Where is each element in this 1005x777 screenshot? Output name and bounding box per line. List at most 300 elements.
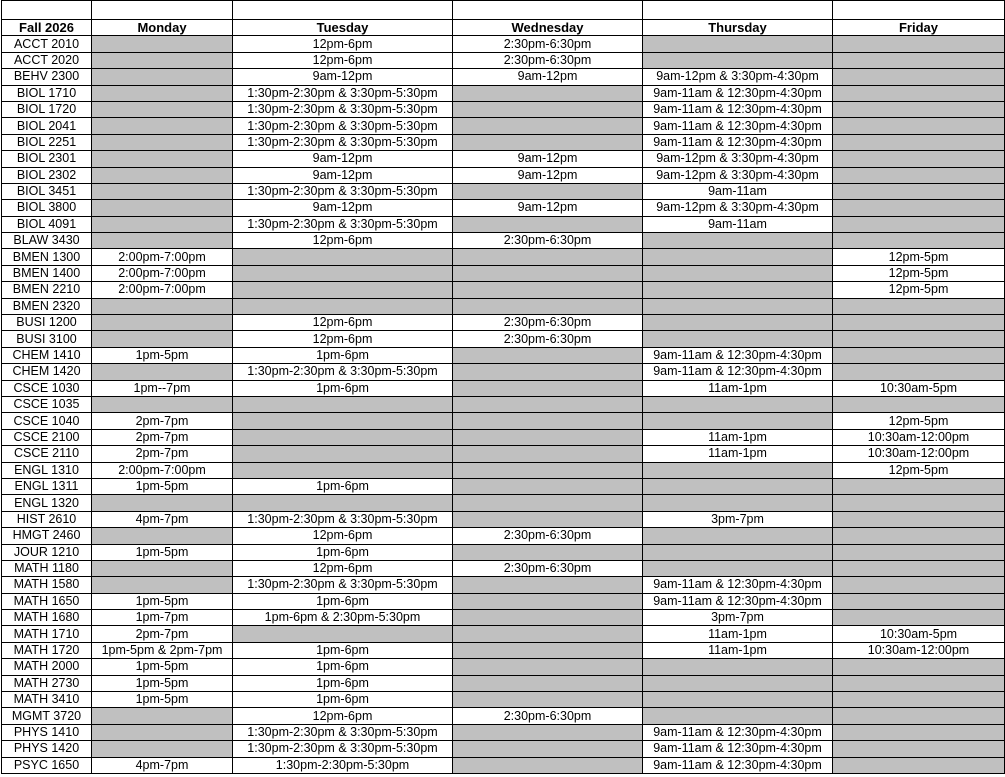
day-cell-monday: 1pm-5pm	[92, 659, 233, 675]
day-cell-friday	[833, 741, 1005, 757]
day-cell-monday	[92, 151, 233, 167]
day-cell-monday	[92, 331, 233, 347]
table-row	[2, 347, 1005, 363]
day-cell-friday: 10:30am-12:00pm	[833, 429, 1005, 445]
course-code-cell: MATH 2730	[2, 675, 92, 691]
day-cell-tuesday: 9am-12pm	[233, 167, 453, 183]
day-cell-monday	[92, 708, 233, 724]
day-cell-monday: 1pm-7pm	[92, 610, 233, 626]
day-cell-wednesday	[453, 249, 643, 265]
day-cell-thursday	[643, 692, 833, 708]
day-cell-friday: 12pm-5pm	[833, 462, 1005, 478]
day-cell-wednesday: 9am-12pm	[453, 167, 643, 183]
day-cell-monday	[92, 101, 233, 117]
day-cell-thursday	[643, 52, 833, 68]
day-cell-monday	[92, 118, 233, 134]
day-cell-wednesday	[453, 429, 643, 445]
day-cell-wednesday	[453, 511, 643, 527]
day-cell-monday	[92, 183, 233, 199]
course-code-cell: BMEN 2320	[2, 298, 92, 314]
day-cell-wednesday	[453, 692, 643, 708]
day-cell-monday: 2:00pm-7:00pm	[92, 249, 233, 265]
day-cell-thursday	[643, 544, 833, 560]
day-cell-wednesday	[453, 675, 643, 691]
day-cell-monday: 1pm-5pm	[92, 675, 233, 691]
day-cell-wednesday: 2:30pm-6:30pm	[453, 528, 643, 544]
day-cell-thursday	[643, 478, 833, 494]
day-cell-tuesday	[233, 626, 453, 642]
day-cell-monday	[92, 577, 233, 593]
course-code-cell: CHEM 1420	[2, 364, 92, 380]
course-code-cell: PHYS 1410	[2, 724, 92, 740]
day-cell-wednesday	[453, 396, 643, 412]
day-cell-monday	[92, 528, 233, 544]
day-cell-wednesday	[453, 134, 643, 150]
day-cell-tuesday: 1:30pm-2:30pm & 3:30pm-5:30pm	[233, 577, 453, 593]
day-cell-monday	[92, 741, 233, 757]
day-cell-monday: 2pm-7pm	[92, 626, 233, 642]
course-code-cell: ACCT 2020	[2, 52, 92, 68]
day-cell-thursday: 9am-11am & 12:30pm-4:30pm	[643, 101, 833, 117]
table-row	[2, 642, 1005, 658]
course-code-cell: CHEM 1410	[2, 347, 92, 363]
day-cell-tuesday: 1pm-6pm	[233, 642, 453, 658]
day-cell-friday	[833, 364, 1005, 380]
day-cell-friday: 12pm-5pm	[833, 413, 1005, 429]
day-cell-tuesday: 12pm-6pm	[233, 528, 453, 544]
table-row	[2, 741, 1005, 757]
blank-cell	[233, 1, 453, 20]
table-row	[2, 216, 1005, 232]
day-cell-wednesday	[453, 446, 643, 462]
course-code-cell: BEHV 2300	[2, 69, 92, 85]
day-cell-tuesday	[233, 446, 453, 462]
day-cell-tuesday: 9am-12pm	[233, 69, 453, 85]
day-cell-wednesday	[453, 183, 643, 199]
day-cell-monday	[92, 364, 233, 380]
day-cell-wednesday	[453, 282, 643, 298]
day-cell-tuesday: 1pm-6pm	[233, 659, 453, 675]
day-cell-wednesday: 9am-12pm	[453, 151, 643, 167]
course-code-cell: ENGL 1311	[2, 478, 92, 494]
day-cell-monday	[92, 69, 233, 85]
day-cell-friday	[833, 118, 1005, 134]
day-cell-wednesday	[453, 642, 643, 658]
table-row	[2, 675, 1005, 691]
day-cell-tuesday: 12pm-6pm	[233, 36, 453, 52]
day-cell-wednesday	[453, 724, 643, 740]
course-code-cell: MATH 1180	[2, 560, 92, 576]
course-code-cell: ENGL 1320	[2, 495, 92, 511]
day-cell-wednesday	[453, 462, 643, 478]
day-cell-friday	[833, 85, 1005, 101]
course-code-cell: CSCE 2110	[2, 446, 92, 462]
day-cell-monday	[92, 167, 233, 183]
table-row	[2, 478, 1005, 494]
day-cell-thursday: 11am-1pm	[643, 642, 833, 658]
table-row	[2, 380, 1005, 396]
day-cell-tuesday: 12pm-6pm	[233, 233, 453, 249]
day-cell-wednesday	[453, 626, 643, 642]
day-cell-thursday: 9am-12pm & 3:30pm-4:30pm	[643, 69, 833, 85]
day-cell-thursday: 3pm-7pm	[643, 511, 833, 527]
day-cell-tuesday: 12pm-6pm	[233, 52, 453, 68]
course-code-cell: BIOL 2251	[2, 134, 92, 150]
day-cell-tuesday: 1pm-6pm	[233, 347, 453, 363]
course-code-cell: MATH 1680	[2, 610, 92, 626]
day-cell-tuesday: 1:30pm-2:30pm & 3:30pm-5:30pm	[233, 741, 453, 757]
day-cell-friday	[833, 347, 1005, 363]
course-code-cell: CSCE 2100	[2, 429, 92, 445]
day-cell-tuesday	[233, 495, 453, 511]
table-row	[2, 298, 1005, 314]
course-code-cell: BIOL 1710	[2, 85, 92, 101]
course-code-cell: HIST 2610	[2, 511, 92, 527]
day-cell-friday	[833, 511, 1005, 527]
day-cell-thursday: 9am-11am & 12:30pm-4:30pm	[643, 577, 833, 593]
day-cell-thursday	[643, 282, 833, 298]
day-cell-friday	[833, 528, 1005, 544]
table-row	[2, 495, 1005, 511]
day-cell-tuesday	[233, 265, 453, 281]
course-code-cell: MATH 2000	[2, 659, 92, 675]
course-code-cell: PHYS 1420	[2, 741, 92, 757]
day-cell-thursday	[643, 396, 833, 412]
day-cell-friday	[833, 495, 1005, 511]
day-cell-tuesday: 1pm-6pm	[233, 675, 453, 691]
day-cell-wednesday	[453, 495, 643, 511]
course-code-cell: MATH 3410	[2, 692, 92, 708]
day-cell-tuesday: 1:30pm-2:30pm & 3:30pm-5:30pm	[233, 183, 453, 199]
day-cell-wednesday: 9am-12pm	[453, 69, 643, 85]
day-cell-monday: 4pm-7pm	[92, 511, 233, 527]
day-cell-wednesday	[453, 216, 643, 232]
day-cell-friday	[833, 560, 1005, 576]
day-cell-thursday: 9am-11am	[643, 216, 833, 232]
day-cell-wednesday: 2:30pm-6:30pm	[453, 708, 643, 724]
course-code-cell: BIOL 1720	[2, 101, 92, 117]
header-row	[2, 20, 1005, 36]
day-cell-friday	[833, 331, 1005, 347]
day-cell-thursday	[643, 413, 833, 429]
term-header: Fall 2026	[2, 20, 92, 36]
table-row	[2, 134, 1005, 150]
day-cell-monday	[92, 315, 233, 331]
day-cell-thursday	[643, 560, 833, 576]
table-row	[2, 396, 1005, 412]
day-cell-friday	[833, 233, 1005, 249]
blank-row	[2, 1, 1005, 20]
day-cell-tuesday: 12pm-6pm	[233, 560, 453, 576]
blank-cell	[2, 1, 92, 20]
day-cell-thursday: 9am-11am & 12:30pm-4:30pm	[643, 364, 833, 380]
day-cell-thursday: 9am-11am & 12:30pm-4:30pm	[643, 118, 833, 134]
day-cell-wednesday: 2:30pm-6:30pm	[453, 315, 643, 331]
course-code-cell: MATH 1710	[2, 626, 92, 642]
day-cell-thursday: 9am-12pm & 3:30pm-4:30pm	[643, 167, 833, 183]
table-row	[2, 544, 1005, 560]
day-cell-friday	[833, 69, 1005, 85]
day-cell-thursday: 9am-12pm & 3:30pm-4:30pm	[643, 151, 833, 167]
day-cell-tuesday: 1pm-6pm	[233, 593, 453, 609]
table-row	[2, 167, 1005, 183]
blank-cell	[643, 1, 833, 20]
day-cell-thursday: 9am-11am & 12:30pm-4:30pm	[643, 347, 833, 363]
day-cell-thursday	[643, 298, 833, 314]
day-cell-tuesday: 1pm-6pm	[233, 692, 453, 708]
day-cell-friday	[833, 478, 1005, 494]
day-cell-wednesday	[453, 298, 643, 314]
table-row	[2, 315, 1005, 331]
day-cell-thursday	[643, 675, 833, 691]
table-row	[2, 151, 1005, 167]
day-cell-friday	[833, 167, 1005, 183]
table-row	[2, 265, 1005, 281]
table-row	[2, 85, 1005, 101]
day-cell-monday	[92, 495, 233, 511]
day-cell-thursday: 9am-11am & 12:30pm-4:30pm	[643, 724, 833, 740]
day-cell-friday	[833, 610, 1005, 626]
day-cell-monday: 1pm-5pm & 2pm-7pm	[92, 642, 233, 658]
day-cell-thursday	[643, 265, 833, 281]
day-cell-monday	[92, 724, 233, 740]
course-code-cell: BIOL 4091	[2, 216, 92, 232]
course-code-cell: JOUR 1210	[2, 544, 92, 560]
day-cell-thursday	[643, 249, 833, 265]
day-cell-tuesday: 1pm-6pm	[233, 478, 453, 494]
table-row	[2, 511, 1005, 527]
course-code-cell: BUSI 3100	[2, 331, 92, 347]
day-cell-monday: 2pm-7pm	[92, 429, 233, 445]
day-cell-thursday	[643, 708, 833, 724]
day-cell-thursday: 9am-11am & 12:30pm-4:30pm	[643, 593, 833, 609]
course-code-cell: BIOL 2302	[2, 167, 92, 183]
day-cell-monday	[92, 216, 233, 232]
table-row	[2, 610, 1005, 626]
day-cell-friday	[833, 544, 1005, 560]
day-cell-wednesday	[453, 577, 643, 593]
day-cell-thursday	[643, 462, 833, 478]
course-code-cell: ENGL 1310	[2, 462, 92, 478]
day-cell-friday	[833, 134, 1005, 150]
day-cell-tuesday	[233, 298, 453, 314]
day-cell-wednesday: 2:30pm-6:30pm	[453, 233, 643, 249]
day-cell-wednesday	[453, 85, 643, 101]
day-cell-tuesday: 1:30pm-2:30pm & 3:30pm-5:30pm	[233, 724, 453, 740]
day-cell-friday	[833, 183, 1005, 199]
day-cell-monday	[92, 298, 233, 314]
day-header-friday: Friday	[833, 20, 1005, 36]
course-code-cell: MATH 1650	[2, 593, 92, 609]
day-cell-monday: 1pm-5pm	[92, 692, 233, 708]
day-cell-wednesday: 9am-12pm	[453, 200, 643, 216]
day-cell-tuesday: 1pm-6pm	[233, 544, 453, 560]
course-code-cell: BMEN 1400	[2, 265, 92, 281]
course-code-cell: HMGT 2460	[2, 528, 92, 544]
course-code-cell: BLAW 3430	[2, 233, 92, 249]
day-cell-friday: 10:30am-12:00pm	[833, 642, 1005, 658]
day-cell-thursday: 11am-1pm	[643, 429, 833, 445]
day-cell-friday	[833, 724, 1005, 740]
day-header-wednesday: Wednesday	[453, 20, 643, 36]
course-code-cell: CSCE 1030	[2, 380, 92, 396]
day-cell-thursday: 9am-11am & 12:30pm-4:30pm	[643, 85, 833, 101]
table-row	[2, 462, 1005, 478]
day-cell-wednesday	[453, 757, 643, 773]
day-cell-monday	[92, 85, 233, 101]
day-cell-wednesday	[453, 380, 643, 396]
table-row	[2, 233, 1005, 249]
day-cell-friday	[833, 298, 1005, 314]
day-cell-monday: 1pm-5pm	[92, 478, 233, 494]
day-cell-friday: 10:30am-12:00pm	[833, 446, 1005, 462]
table-row	[2, 118, 1005, 134]
day-cell-monday	[92, 200, 233, 216]
day-cell-friday	[833, 52, 1005, 68]
day-cell-tuesday: 12pm-6pm	[233, 708, 453, 724]
day-cell-tuesday: 9am-12pm	[233, 151, 453, 167]
day-cell-friday	[833, 593, 1005, 609]
day-cell-thursday	[643, 528, 833, 544]
course-code-cell: BUSI 1200	[2, 315, 92, 331]
table-row	[2, 249, 1005, 265]
day-cell-wednesday	[453, 364, 643, 380]
schedule-table	[1, 0, 1005, 774]
day-cell-thursday: 9am-11am & 12:30pm-4:30pm	[643, 134, 833, 150]
day-cell-monday	[92, 52, 233, 68]
day-cell-tuesday: 1:30pm-2:30pm-5:30pm	[233, 757, 453, 773]
day-cell-wednesday	[453, 544, 643, 560]
blank-cell	[833, 1, 1005, 20]
day-cell-friday: 10:30am-5pm	[833, 626, 1005, 642]
day-cell-thursday: 11am-1pm	[643, 446, 833, 462]
day-cell-monday: 2:00pm-7:00pm	[92, 282, 233, 298]
day-cell-wednesday: 2:30pm-6:30pm	[453, 560, 643, 576]
day-cell-thursday: 9am-11am & 12:30pm-4:30pm	[643, 741, 833, 757]
day-cell-friday	[833, 216, 1005, 232]
course-code-cell: BIOL 3800	[2, 200, 92, 216]
table-row	[2, 724, 1005, 740]
table-row	[2, 659, 1005, 675]
course-code-cell: BIOL 2041	[2, 118, 92, 134]
day-cell-thursday	[643, 233, 833, 249]
course-code-cell: CSCE 1035	[2, 396, 92, 412]
day-cell-tuesday: 1pm-6pm	[233, 380, 453, 396]
day-cell-thursday: 9am-11am	[643, 183, 833, 199]
day-cell-friday	[833, 757, 1005, 773]
day-cell-wednesday	[453, 413, 643, 429]
day-cell-monday: 2pm-7pm	[92, 413, 233, 429]
table-row	[2, 593, 1005, 609]
day-cell-thursday: 11am-1pm	[643, 626, 833, 642]
day-cell-thursday: 11am-1pm	[643, 380, 833, 396]
day-cell-friday	[833, 659, 1005, 675]
table-row	[2, 560, 1005, 576]
day-cell-tuesday: 12pm-6pm	[233, 315, 453, 331]
day-cell-monday	[92, 396, 233, 412]
day-cell-friday: 10:30am-5pm	[833, 380, 1005, 396]
day-cell-tuesday: 1:30pm-2:30pm & 3:30pm-5:30pm	[233, 85, 453, 101]
day-cell-friday	[833, 315, 1005, 331]
table-row	[2, 528, 1005, 544]
table-row	[2, 282, 1005, 298]
table-row	[2, 413, 1005, 429]
day-cell-tuesday	[233, 249, 453, 265]
course-code-cell: PSYC 1650	[2, 757, 92, 773]
table-row	[2, 577, 1005, 593]
day-cell-monday	[92, 36, 233, 52]
day-cell-wednesday	[453, 347, 643, 363]
day-cell-thursday	[643, 331, 833, 347]
day-cell-tuesday	[233, 282, 453, 298]
day-cell-tuesday: 1:30pm-2:30pm & 3:30pm-5:30pm	[233, 134, 453, 150]
table-row	[2, 331, 1005, 347]
day-cell-wednesday: 2:30pm-6:30pm	[453, 52, 643, 68]
table-row	[2, 69, 1005, 85]
day-cell-monday: 2:00pm-7:00pm	[92, 265, 233, 281]
course-code-cell: ACCT 2010	[2, 36, 92, 52]
day-cell-friday	[833, 675, 1005, 691]
course-code-cell: BIOL 2301	[2, 151, 92, 167]
course-code-cell: BMEN 1300	[2, 249, 92, 265]
table-row	[2, 626, 1005, 642]
day-cell-tuesday	[233, 413, 453, 429]
day-cell-friday	[833, 396, 1005, 412]
day-cell-wednesday: 2:30pm-6:30pm	[453, 331, 643, 347]
day-cell-friday	[833, 36, 1005, 52]
day-cell-thursday: 9am-11am & 12:30pm-4:30pm	[643, 757, 833, 773]
day-cell-wednesday: 2:30pm-6:30pm	[453, 36, 643, 52]
day-cell-tuesday: 1:30pm-2:30pm & 3:30pm-5:30pm	[233, 511, 453, 527]
day-cell-wednesday	[453, 659, 643, 675]
day-cell-tuesday	[233, 462, 453, 478]
day-cell-wednesday	[453, 478, 643, 494]
day-cell-monday: 1pm-5pm	[92, 593, 233, 609]
day-cell-thursday	[643, 659, 833, 675]
day-cell-monday: 1pm--7pm	[92, 380, 233, 396]
course-code-cell: BIOL 3451	[2, 183, 92, 199]
day-cell-tuesday: 1:30pm-2:30pm & 3:30pm-5:30pm	[233, 216, 453, 232]
day-cell-monday: 2:00pm-7:00pm	[92, 462, 233, 478]
day-cell-tuesday: 1:30pm-2:30pm & 3:30pm-5:30pm	[233, 101, 453, 117]
table-row	[2, 757, 1005, 773]
day-cell-monday	[92, 233, 233, 249]
day-cell-thursday: 9am-12pm & 3:30pm-4:30pm	[643, 200, 833, 216]
day-header-thursday: Thursday	[643, 20, 833, 36]
table-row	[2, 183, 1005, 199]
table-row	[2, 446, 1005, 462]
day-cell-friday	[833, 151, 1005, 167]
day-cell-tuesday	[233, 396, 453, 412]
day-cell-friday	[833, 200, 1005, 216]
day-cell-monday	[92, 560, 233, 576]
blank-cell	[453, 1, 643, 20]
day-cell-thursday: 3pm-7pm	[643, 610, 833, 626]
day-cell-wednesday	[453, 101, 643, 117]
day-cell-tuesday: 9am-12pm	[233, 200, 453, 216]
table-row	[2, 364, 1005, 380]
day-cell-wednesday	[453, 118, 643, 134]
course-code-cell: MATH 1580	[2, 577, 92, 593]
course-code-cell: MGMT 3720	[2, 708, 92, 724]
table-row	[2, 36, 1005, 52]
day-cell-monday: 1pm-5pm	[92, 544, 233, 560]
day-cell-friday	[833, 708, 1005, 724]
day-cell-thursday	[643, 36, 833, 52]
day-cell-monday	[92, 134, 233, 150]
table-row	[2, 101, 1005, 117]
blank-cell	[92, 1, 233, 20]
